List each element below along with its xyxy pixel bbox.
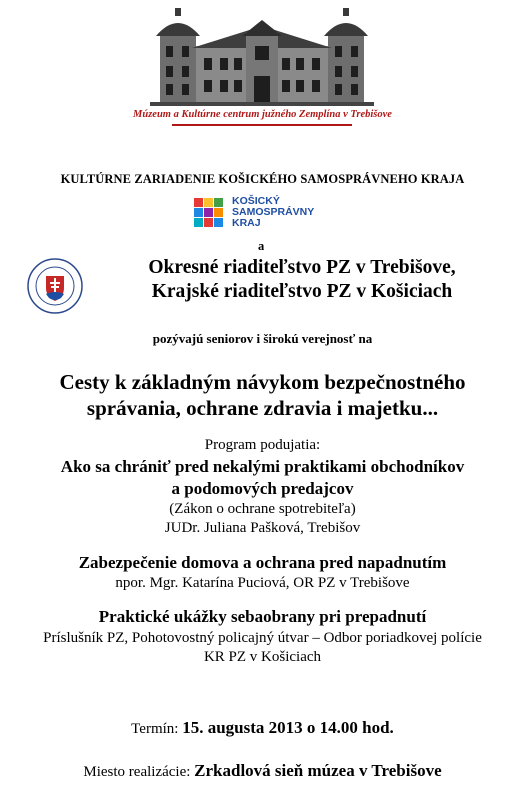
program-item3-line1: Príslušník PZ, Pohotovostný policajný útvar – Odbor poriadkovej polície xyxy=(43,630,482,646)
organization-heading: KULTÚRNE ZARIADENIE KOŠICKÉHO SAMOSPRÁVNEHO KRAJA xyxy=(60,172,465,186)
police-district-directorate: Okresné riaditeľstvo PZ v Trebišove, xyxy=(148,257,456,278)
program-item1-title-line1: Ako sa chrániť pred nekalými praktikami obchodníkov xyxy=(60,457,465,476)
program-item3-title: Praktické ukážky sebaobrany pri prepadnutí xyxy=(98,607,427,626)
museum-caption: Múzeum a Kultúrne centrum južného Zemplína v Trebišove xyxy=(133,109,392,120)
program-item3-line2: KR PZ v Košiciach xyxy=(203,649,322,665)
ksk-emblem-icon xyxy=(192,196,226,230)
police-badge-icon xyxy=(27,258,83,314)
venue-value: Zrkadlová sieň múzea v Trebišove xyxy=(194,761,442,780)
ksk-logo-line1: KOŠICKÝ xyxy=(232,195,280,207)
program-item2-speaker: npor. Mgr. Katarína Puciová, OR PZ v Trebišove xyxy=(115,575,410,591)
event-title-line2: správania, ochrane zdravia i majetku... xyxy=(86,396,439,420)
event-venue xyxy=(0,761,525,781)
conjunction-text: a xyxy=(258,239,265,253)
program-item2-title: Zabezpečenie domova a ochrana pred napadnutím xyxy=(78,553,447,572)
program-item1-speaker: JUDr. Juliana Pašková, Trebišov xyxy=(164,520,361,536)
program-item1-note: (Zákon o ochrane spotrebiteľa) xyxy=(169,501,356,517)
ksk-logo-line2: SAMOSPRÁVNY xyxy=(232,206,315,218)
program-item1-title-line2: a podomových predajcov xyxy=(171,479,354,498)
invitation-text: pozývajú seniorov i širokú verejnosť na xyxy=(152,331,373,346)
venue-label: Miesto realizácie: xyxy=(83,764,191,780)
program-label: Program podujatia: xyxy=(204,437,321,453)
police-regional-directorate: Krajské riaditeľstvo PZ v Košiciach xyxy=(151,281,453,302)
event-title-line1: Cesty k základným návykom bezpečnostného xyxy=(59,370,466,394)
ksk-logo xyxy=(192,193,340,233)
term-value: 15. augusta 2013 o 14.00 hod. xyxy=(182,718,394,737)
ksk-logo-line3: KRAJ xyxy=(232,217,261,229)
event-term xyxy=(0,718,525,738)
term-label: Termín: xyxy=(131,721,179,737)
